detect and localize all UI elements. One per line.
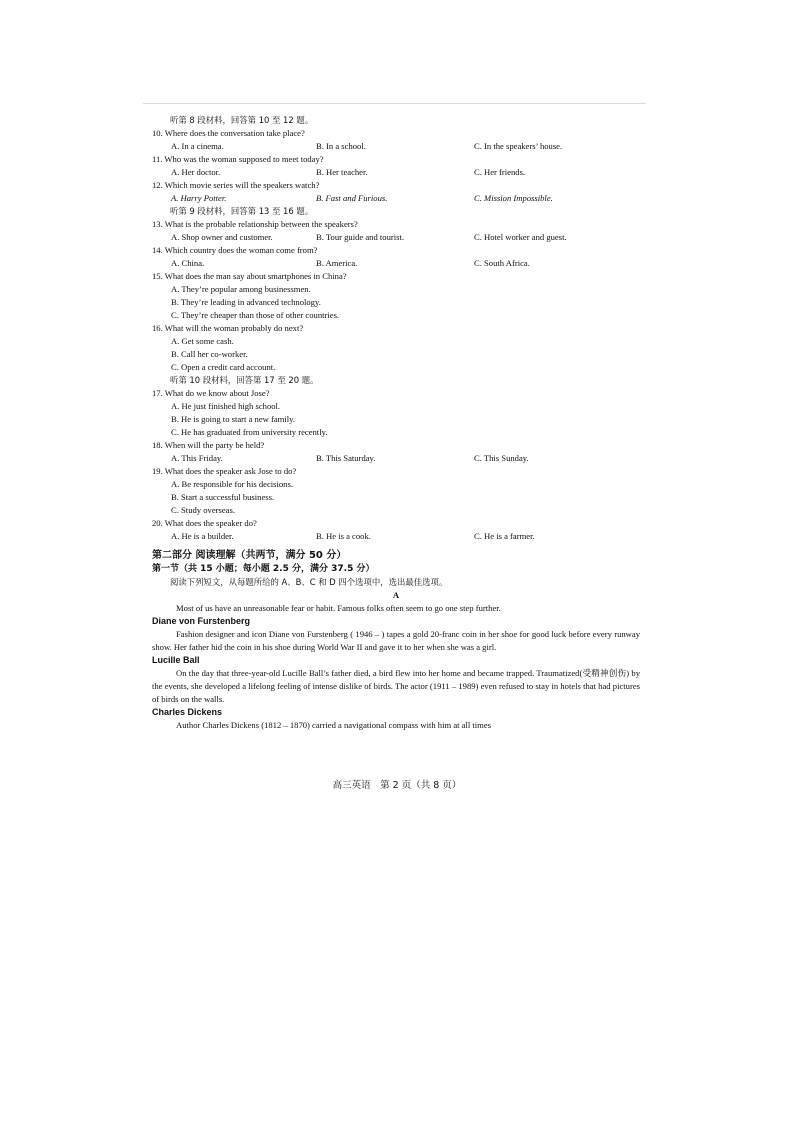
option-a: A. They’re popular among businessmen. xyxy=(171,284,311,294)
option-b: B. Start a successful business. xyxy=(171,492,275,502)
option-a: A. Harry Potter. xyxy=(171,193,227,203)
question-10: 10. Where does the conversation take place? xyxy=(152,128,305,138)
option-a: A. Be responsible for his decisions. xyxy=(171,479,293,489)
exam-content xyxy=(152,114,640,732)
option-b: B. In a school. xyxy=(316,141,366,151)
top-rule xyxy=(143,103,646,104)
options-11 xyxy=(152,166,640,179)
option-b: B. He is going to start a new family. xyxy=(171,414,296,424)
question-20: 20. What does the speaker do? xyxy=(152,518,257,528)
options-10 xyxy=(152,140,640,153)
question-15: 15. What does the man say about smartphones in China? xyxy=(152,271,347,281)
heading-diane: Diane von Furstenberg xyxy=(152,616,251,626)
option-c: C. This Sunday. xyxy=(474,453,529,463)
option-b: B. They’re leading in advanced technology. xyxy=(171,297,321,307)
heading-lucille: Lucille Ball xyxy=(152,655,200,665)
question-13: 13. What is the probable relationship between the speakers? xyxy=(152,219,358,229)
option-c: C. He has graduated from university recently. xyxy=(171,427,328,437)
paragraph-diane: Fashion designer and icon Diane von Furstenberg ( 1946 – ) tapes a gold 20-franc coin in her shoe for good luck before every runway show. Her father hid the coin in his shoe during World War II and gave it to her when she was a girl. xyxy=(152,629,640,652)
option-b: B. Fast and Furious. xyxy=(316,193,388,203)
question-18: 18. When will the party be held? xyxy=(152,440,265,450)
question-16: 16. What will the woman probably do next? xyxy=(152,323,304,333)
option-a: A. Shop owner and customer. xyxy=(171,232,273,242)
option-c: C. He is a farmer. xyxy=(474,531,535,541)
option-a: A. In a cinema. xyxy=(171,141,224,151)
option-b: B. America. xyxy=(316,258,358,268)
option-a: A. He is a builder. xyxy=(171,531,234,541)
option-c: C. Study overseas. xyxy=(171,505,235,515)
option-b: B. Tour guide and tourist. xyxy=(316,232,405,242)
paragraph-lucille: On the day that three-year-old Lucille Ball’s father died, a bird flew into her home and became trapped. Traumatized(受精神创伤) by the events, she developed a lifelong feeling of intense dislike of birds. The actor (1911 – 1989) even refused to stay in hotels that had pictures of birds on the walls. xyxy=(152,668,640,704)
heading-dickens: Charles Dickens xyxy=(152,707,223,717)
passage-intro: Most of us have an unreasonable fear or habit. Famous folks often seem to go one step further. xyxy=(176,603,501,613)
option-c: C. Her friends. xyxy=(474,167,526,177)
option-a: A. Get some cash. xyxy=(171,336,234,346)
options-18 xyxy=(152,452,640,465)
reading-section-title: 第一节（共 15 小题；每小题 2.5 分，满分 37.5 分） xyxy=(152,564,375,574)
option-a: A. China. xyxy=(171,258,205,268)
question-12: 12. Which movie series will the speakers watch? xyxy=(152,180,320,190)
listening-intro-8: 听第 8 段材料，回答第 10 至 12 题。 xyxy=(170,115,314,125)
option-c: C. Mission Impossible. xyxy=(474,193,553,203)
option-b: B. Call her co-worker. xyxy=(171,349,248,359)
option-c: C. South Africa. xyxy=(474,258,530,268)
reading-part-title: 第二部分 阅读理解（共两节，满分 50 分） xyxy=(152,550,347,561)
option-c: C. They’re cheaper than those of other countries. xyxy=(171,310,340,320)
option-c: C. In the speakers’ house. xyxy=(474,141,563,151)
options-14 xyxy=(152,257,640,270)
option-a: A. He just finished high school. xyxy=(171,401,281,411)
paragraph-dickens: Author Charles Dickens (1812 – 1870) carried a navigational compass with him at all times xyxy=(176,720,492,730)
option-b: B. Her teacher. xyxy=(316,167,368,177)
passage-label: A xyxy=(392,590,400,600)
option-c: C. Hotel worker and guest. xyxy=(474,232,567,242)
reading-instruction: 阅读下列短文，从每题所给的 A、B、C 和 D 四个选项中，选出最佳选项。 xyxy=(170,577,448,587)
question-11: 11. Who was the woman supposed to meet today? xyxy=(152,154,324,164)
listening-intro-9: 听第 9 段材料，回答第 13 至 16 题。 xyxy=(170,206,314,216)
option-c: C. Open a credit card account. xyxy=(171,362,276,372)
option-a: A. This Friday. xyxy=(171,453,223,463)
option-b: B. He is a cook. xyxy=(316,531,371,541)
option-b: B. This Saturday. xyxy=(316,453,376,463)
options-20 xyxy=(152,530,640,543)
options-12 xyxy=(152,192,640,205)
question-14: 14. Which country does the woman come from? xyxy=(152,245,318,255)
options-13 xyxy=(152,231,640,244)
page-footer: 高三英语 第 2 页（共 8 页） xyxy=(332,780,462,791)
option-a: A. Her doctor. xyxy=(171,167,221,177)
question-19: 19. What does the speaker ask Jose to do? xyxy=(152,466,297,476)
listening-intro-10: 听第 10 段材料，回答第 17 至 20 题。 xyxy=(170,375,319,385)
question-17: 17. What do we know about Jose? xyxy=(152,388,270,398)
